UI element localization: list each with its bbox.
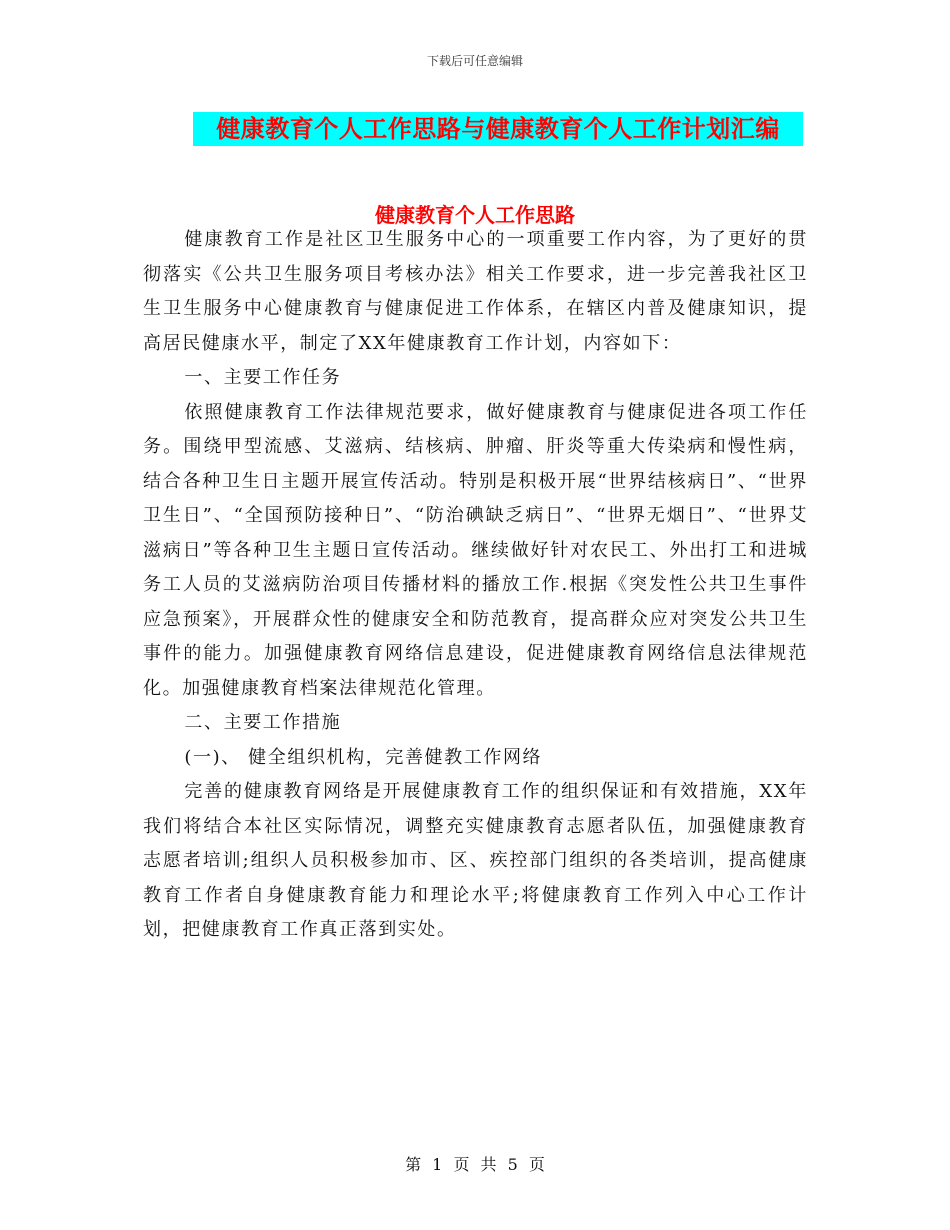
subheading-organization: (一)、 健全组织机构，完善健教工作网络 [184, 746, 543, 768]
main-title: 健康教育个人工作思路与健康教育个人工作计划汇编 [193, 112, 803, 146]
paragraph-intro: 健康教育工作是社区卫生服务中心的一项重要工作内容，为了更好的贯彻落实《公共卫生服务项目考核办法》相关工作要求，进一步完善我社区卫生卫生服务中心健康教育与健康促进工作体系，在辖区内普及健康知识，提高居民健康水平，制定了XX年健康教育工作计划，内容如下： [143, 229, 808, 354]
paragraph-tasks: 依照健康教育工作法律规范要求，做好健康教育与健康促进各项工作任务。围绕甲型流感、艾滋病、结核病、肿瘤、肝炎等重大传染病和慢性病，结合各种卫生日主题开展宣传活动。特别是积极开展“世界结核病日”、“世界卫生日”、“全国预防接种日”、“防治碘缺乏病日”、“世界无烟日”、“世界艾滋病日”等各种卫生主题日宣传活动。继续做好针对农民工、外出打工和进城务工人员的艾滋病防治项目传播材料的播放工作.根据《突发性公共卫生事件应急预案》，开展群众性的健康安全和防范教育，提高群众应对突发公共卫生事件的能力。加强健康教育网络信息建设，促进健康教育网络信息法律规范化。加强健康教育档案法律规范化管理。 [143, 401, 808, 699]
header-note: 下载后可任意编辑 [426, 54, 523, 68]
page-number-footer: 第 1 页 共 5 页 [405, 1155, 545, 1174]
body-text [143, 223, 808, 948]
paragraph-organization: 完善的健康教育网络是开展健康教育工作的组织保证和有效措施，XX年我们将结合本社区实际情况，调整充实健康教育志愿者队伍，加强健康教育志愿者培训;组织人员积极参加市、区、疾控部门组织的各类培训，提高健康教育工作者自身健康教育能力和理论水平;将健康教育工作列入中心工作计划，把健康教育工作真正落到实处。 [143, 781, 808, 940]
section-title: 健康教育个人工作思路 [375, 203, 575, 227]
heading-main-measures: 二、主要工作措施 [184, 712, 342, 733]
heading-main-tasks: 一、主要工作任务 [184, 367, 342, 388]
